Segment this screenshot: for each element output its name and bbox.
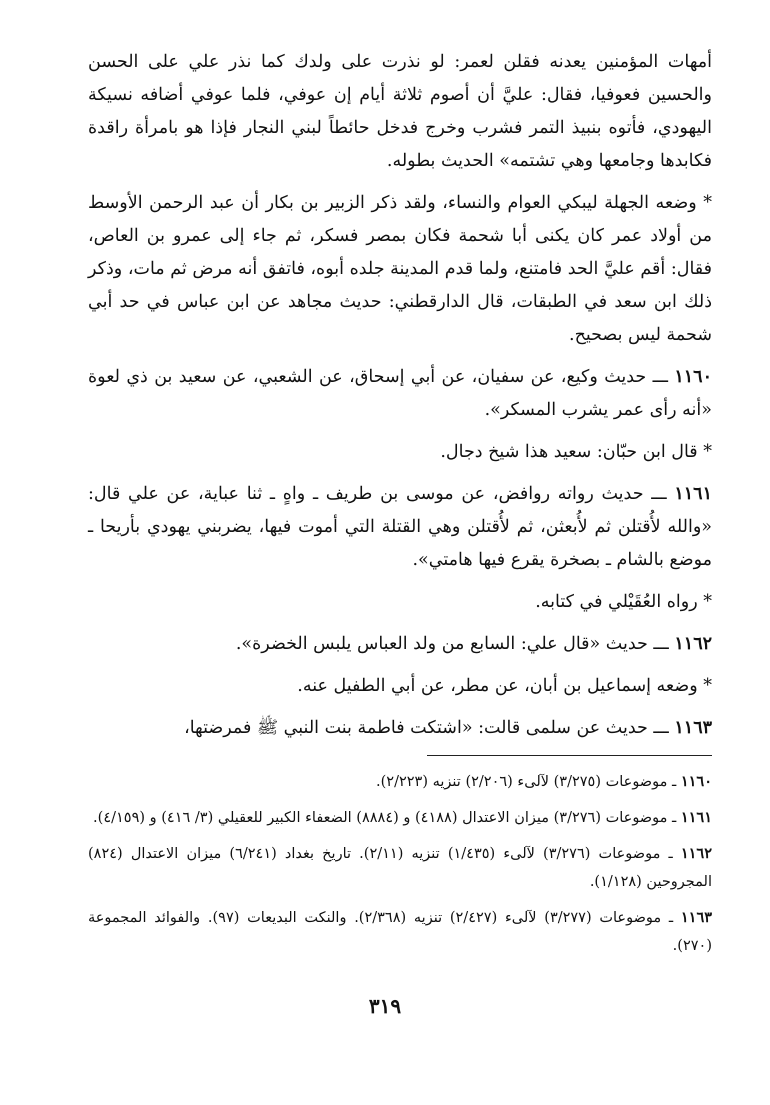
- paragraph-text: * وضعه إسماعيل بن أبان، عن مطر، عن أبي الطفيل عنه.: [297, 676, 712, 696]
- footnote-number: ١١٦٢: [680, 845, 713, 862]
- footnote: [88, 904, 712, 960]
- paragraph-text: ـــ حديث «قال علي: السابع من ولد العباس يلبس الخضرة».: [235, 634, 669, 654]
- paragraph: [88, 187, 712, 352]
- page-number: ٣١٩: [368, 994, 402, 1018]
- paragraph: [88, 670, 712, 703]
- footnote: [88, 840, 712, 896]
- hadith-number: ١١٦٢: [674, 634, 712, 654]
- book-page: [88, 46, 712, 968]
- footnote-text: ـ موضوعات (٣/٢٧٥) لآلىء (٢/٢٠٦) تنزيه (٢/٢٢٣).: [376, 774, 677, 790]
- paragraph-text: * رواه العُقَيْلي في كتابه.: [535, 592, 712, 612]
- footnote-number: ١١٦٠: [680, 773, 712, 790]
- paragraph: [88, 361, 712, 427]
- paragraph-text: ـــ حديث رواته روافض، عن موسى بن طريف ـ واهٍ ـ ثنا عباية، عن علي قال: «والله لأُقتلن ثم لأُبعثن، ثم لأُقتلن وهي القتلة التي أموت فيها، يضربني يهودي بأريحا ـ موضع بالشام ـ بصخرة يقرع فيها هامتي».: [88, 484, 712, 570]
- hadith-number: ١١٦٠: [674, 367, 712, 387]
- main-text: [88, 46, 712, 745]
- footnote-number: ١١٦١: [680, 809, 712, 826]
- paragraph-text: * وضعه الجهلة ليبكي العوام والنساء، ولقد ذكر الزبير بن بكار أن عبد الرحمن الأوسط من أولاد عمر كان يكنى أبا شحمة فكان بمصر فسكر، ثم جاء إلى عمرو بن العاص، فقال: أقم عليَّ الحد فامتنع، ولما قدم المدينة جلده أبوه، فاتفق أنه مرض ثم مات، وذكر ذلك ابن سعد في الطبقات، قال الدارقطني: حديث مجاهد عن ابن عباس في حد أبي شحمة ليس بصحيح.: [88, 193, 712, 345]
- paragraph: [88, 712, 712, 745]
- paragraph: [88, 478, 712, 577]
- paragraph: [88, 628, 712, 661]
- footnote: [88, 768, 712, 796]
- footnote-number: ١١٦٣: [680, 909, 713, 926]
- paragraph-text: ـــ حديث عن سلمى قالت: «اشتكت فاطمة بنت النبي ﷺ فمرضتها،: [184, 718, 669, 738]
- footnote: [88, 804, 712, 832]
- paragraph-text: ـــ حديث وكيع، عن سفيان، عن أبي إسحاق، عن الشعبي، عن سعيد بن ذي لعوة «أنه رأى عمر يشرب المسكر».: [88, 367, 712, 420]
- footnote-text: ـ موضوعات (٣/٢٧٧) لآلىء (٢/٤٢٧) تنزيه (٢/٣٦٨). والنكت البديعات (٩٧). والفوائد المجموعة (٢٧٠).: [88, 910, 712, 954]
- footnotes: [88, 768, 712, 960]
- footnote-text: ـ موضوعات (٣/٢٧٦) ميزان الاعتدال (٤١٨٨) و (٨٨٨٤) الضعفاء الكبير للعقيلي (٣/ ٤١٦) و (٤/١٥٩).: [93, 810, 677, 826]
- paragraph-text: * قال ابن حبّان: سعيد هذا شيخ دجال.: [440, 442, 712, 462]
- paragraph-text: أمهات المؤمنين يعدنه فقلن لعمر: لو نذرت على ولدك كما نذر علي على الحسن والحسين فعوفيا، فقال: عليَّ أن أصوم ثلاثة أيام إن عوفي، فلما عوفي أضافه نسيكة اليهودي، فأتوه بنبيذ التمر فشرب وخرج فدخل حائطاً لبني النجار فإذا هو بامرأة راقدة فكابدها وجامعها وهي تشتمه» الحديث بطوله.: [88, 52, 713, 171]
- paragraph: [88, 46, 712, 178]
- footnote-text: ـ موضوعات (٣/٢٧٦) لآلىء (١/٤٣٥) تنزيه (٢/١١). تاريخ بغداد (٦/٢٤١) ميزان الاعتدال (٨٢٤) المجروحين (١/١٢٨).: [88, 846, 712, 890]
- paragraph: [88, 436, 712, 469]
- footnote-divider: [427, 755, 712, 756]
- hadith-number: ١١٦٣: [674, 718, 712, 738]
- hadith-number: ١١٦١: [674, 484, 712, 504]
- paragraph: [88, 586, 712, 619]
